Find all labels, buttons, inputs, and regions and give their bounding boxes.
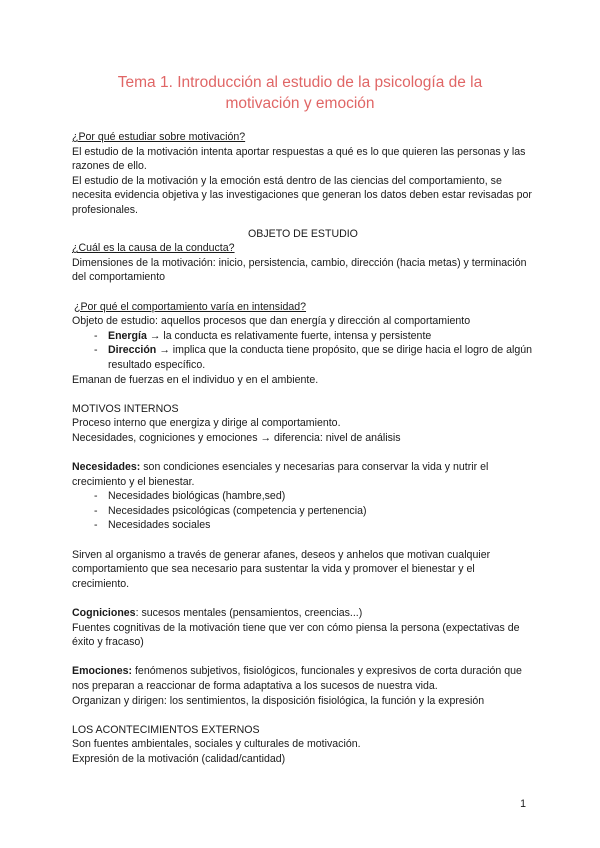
paragraph: Organizan y dirigen: los sentimientos, la disposición fisiológica, la función y la expresión [72, 694, 485, 707]
section-heading-acontecimientos: LOS ACONTECIMIENTOS EXTERNOS [72, 723, 260, 736]
list-item [94, 343, 534, 372]
paragraph: Sirven al organismo a través de generar afanes, deseos y anhelos que motivan cualquier comportamiento que sea necesario para sustentar la vida y promover el bienestar y el crecimiento. [72, 548, 491, 590]
paragraph: Proceso interno que energiza y dirige al comportamiento. [72, 417, 341, 430]
paragraph: El estudio de la motivación intenta aportar respuestas a qué es lo que quieren las personas y las razones de ello. [72, 145, 526, 173]
list-item: - Necesidades biológicas (hambre,sed) [94, 489, 534, 504]
term: Dirección [108, 344, 157, 357]
title-line-2: motivación y emoción [225, 95, 375, 112]
paragraph: Emanan de fuerzas en el individuo y en el ambiente. [72, 373, 319, 386]
term-text: : sucesos mentales (pensamientos, creencias...) [135, 607, 363, 619]
paragraph: Necesidades, cogniciones y emociones → diferencia: nivel de análisis [72, 431, 401, 444]
page-number: 1 [520, 798, 526, 810]
section-heading-objeto: OBJETO DE ESTUDIO [248, 227, 358, 240]
paragraph-cogniciones [72, 606, 534, 621]
list-item: - Necesidades sociales [94, 518, 534, 533]
term-text: son condiciones esenciales y necesarias para conservar la vida y nutrir el crecimiento y el bienestar. [72, 461, 489, 488]
term: Energía [108, 329, 147, 342]
list-item: - Necesidades psicológicas (competencia y pertenencia) [94, 504, 534, 519]
dash-list [72, 329, 534, 373]
paragraph: Son fuentes ambientales, sociales y culturales de motivación. [72, 738, 361, 751]
paragraph: Dimensiones de la motivación: inicio, persistencia, cambio, dirección (hacia metas) y terminación del comportamiento [72, 256, 527, 284]
question-heading: ¿Por qué el comportamiento varía en intensidad? [74, 300, 307, 313]
dash-list [72, 489, 534, 533]
document-title [60, 72, 540, 114]
section-heading-motivos: MOTIVOS INTERNOS [72, 402, 179, 415]
question-heading: ¿Cuál es la causa de la conducta? [72, 242, 235, 255]
term-text: → implica que la conducta tiene propósito, que se dirige hacia el logro de algún resultado específico. [108, 344, 533, 371]
paragraph: Fuentes cognitivas de la motivación tiene que ver con cómo piensa la persona (expectativas de éxito y fracaso) [72, 621, 520, 649]
title-line-1: Tema 1. Introducción al estudio de la psicología de la [117, 74, 483, 91]
term: Cogniciones [72, 607, 136, 619]
section-heading-why-study: ¿Por qué estudiar sobre motivación? [72, 131, 246, 143]
paragraph: Expresión de la motivación (calidad/cantidad) [72, 752, 286, 765]
term: Necesidades: [72, 461, 141, 474]
paragraph: El estudio de la motivación y la emoción está dentro de las ciencias del comportamiento, se necesita evidencia objetiva y las investigaciones que generan los datos deben estar revisadas por profesionales. [72, 174, 532, 216]
term-text: → la conducta es relativamente fuerte, intensa y persistente [146, 329, 432, 342]
paragraph-emociones [72, 664, 534, 693]
list-item [94, 329, 534, 344]
paragraph-necesidades [72, 460, 534, 489]
term-text: fenómenos subjetivos, fisiológicos, funcionales y expresivos de corta duración que nos preparan a reaccionar de forma adaptativa a los sucesos de nuestra vida. [72, 665, 522, 692]
document-body [72, 130, 534, 767]
paragraph: Objeto de estudio: aquellos procesos que dan energía y dirección al comportamiento [72, 315, 471, 328]
term: Emociones: [72, 665, 133, 678]
